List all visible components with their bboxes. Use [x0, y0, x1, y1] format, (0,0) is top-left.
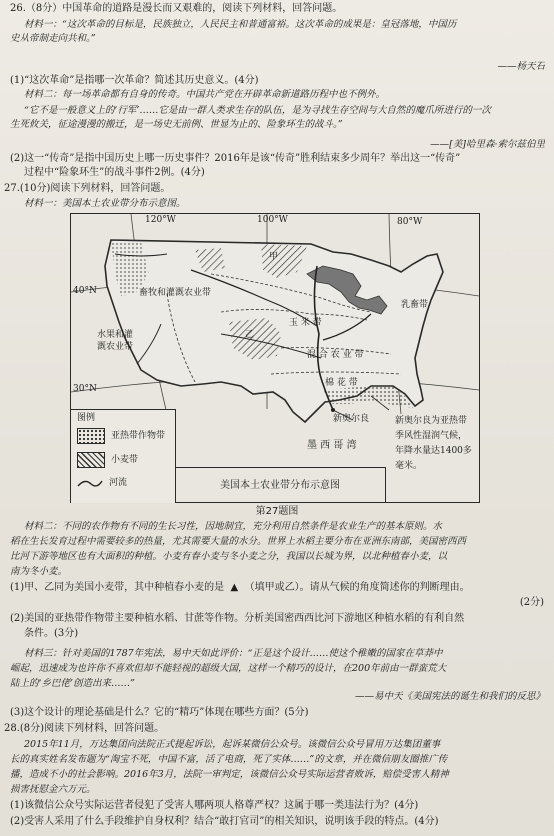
q27-subquestion-1-score: (2分) [519, 597, 544, 608]
q28-subquestion-2: (2)受害人采用了什么手段维护自身权利？结合“敢打官司”的相关知识，说明该手段的特点。(4分) [10, 816, 439, 827]
q26-material1-line2: 史从帝制走向共和。” [10, 33, 96, 44]
legend-river: 河流 [77, 476, 127, 490]
q27-header: 27.(10分)阅读下列材料，回答问题。 [4, 183, 171, 194]
label-mixed-belt: 混 合 农 业 带 [307, 350, 364, 360]
q27-material2-line3: 比河下游等地区也有大面积的种植。小麦有春小麦与冬小麦之分，我国以长城为界，以北种植春小麦，以 [10, 551, 448, 562]
q28-subquestion-1: (1)该微信公众号实际运营者侵犯了受害人哪两项人格尊严权？这属于哪一类违法行为？(4分) [10, 800, 419, 811]
label-corn-belt: 玉 米 带 [289, 318, 322, 328]
q27-material3-line2: 崛起，迅速成为也许你不喜欢但却不能轻视的超级大国，这样一个精巧的设计，在200年前由一群蛮荒大 [10, 663, 447, 674]
q26-material1-line1: 材料一：“这次革命的目标是，民族独立，人民民主和普通富裕。这次革命的成果是：皇冠落地，中国历 [24, 19, 457, 30]
q28-material-line2: 长的真实姓名发布题为“淘宝不死，中国不富，活了电商，死了实体……”的文章，并在微信朋友圈推广传 [10, 754, 448, 765]
label-gulf-of-mexico: 墨 西 哥 湾 [307, 440, 357, 451]
label-yi: 乙 [245, 330, 255, 340]
legend-title: 图例 [77, 413, 96, 423]
hatch-swatch-icon [77, 452, 105, 468]
label-cotton-belt: 棉 花 带 [325, 378, 358, 388]
q27-material3-source: ——易中天《美国宪法的诞生和我们的反思》 [354, 691, 545, 702]
q27-subquestion-2-line2: 条件。(3分) [24, 628, 79, 639]
legend-wheat: 小麦带 [77, 452, 138, 468]
q27-material3-line1: 材料三：针对美国的1787年宪法，易中天如此评价：“正是这个设计……使这个稚嫩的国家在草莽中 [24, 648, 443, 659]
dots-swatch-icon [77, 428, 105, 444]
legend-subtropical: 亚热带作物带 [77, 428, 165, 444]
label-new-orleans: 新奥尔良 [333, 414, 370, 424]
q27-subquestion-2-line1: (2)美国的亚热带作物带主要种植水稻、甘蔗等作物。分析美国密西西比河下游地区种植水稻的有利自然 [10, 613, 465, 624]
q27-material1: 材料一：美国本土农业带分布示意图。 [24, 198, 186, 209]
map-caption: 美国本土农业带分布示意图 [175, 467, 386, 503]
label-120w: 120°W [145, 215, 176, 225]
q26-subquestion-2-line1: (2)这一“传奇”是指中国历史上哪一历史事件？2016年是该“传奇”胜利结束多少周年？举出这一“传奇” [10, 153, 461, 164]
label-fruit-belt-line2: 溉农业带 [97, 342, 134, 352]
q26-material2-line1: 材料二：每一场革命都有自身的传奇。中国共产党在开辟革命新道路历程中也不例外。 [24, 89, 386, 100]
label-40n: 40°N [73, 286, 97, 296]
q26-subquestion-2-line2: 过程中“险象环生”的战斗事件2例。(4分) [24, 167, 205, 178]
map-legend [71, 409, 176, 503]
q28-material-line1: 2015年11月，万达集团向法院正式提起诉讼，起诉某微信公众号。该微信公众号冒用万达集团董事 [24, 739, 441, 750]
q26-subquestion-1: (1)“这次革命”是指哪一次革命？简述其历史意义。(4分) [10, 75, 259, 86]
figure-number: 第27题图 [255, 506, 299, 517]
label-fruit-belt-line1: 水果和灌 [97, 330, 134, 340]
label-dairy-belt: 乳畜带 [401, 300, 429, 310]
q28-material-line4: 损害抚慰金六万元。 [10, 784, 96, 795]
q27-subquestion-3: (3)这个设计的理论基础是什么？它的“精巧”体现在哪些方面？(5分) [10, 707, 309, 718]
q27-material2-line2: 稻在生长发育过程中需要较多的热量，尤其需要大量的水分。世界上水稻主要分布在亚洲东南部，美国密西西 [10, 536, 467, 547]
q28-material-line3: 播，造成不小的社会影响。2016年3月，法院一审判定，该微信公众号实际运营者败诉，赔偿受害人精神 [10, 769, 449, 780]
q26-header: 26.（8分）中国革命的道路是漫长而又艰难的，阅读下列材料，回答问题。 [10, 3, 343, 14]
us-agricultural-map [70, 213, 480, 503]
new-orleans-climate-note: 新奥尔良为亚热带季风性湿润气候，年降水量达1400多毫米。 [395, 416, 472, 471]
label-100w: 100°W [257, 215, 288, 225]
q26-material2-source: ——[美]哈里森·索尔兹伯里 [430, 139, 545, 150]
label-jia: 甲 [269, 252, 279, 262]
label-livestock-belt: 畜牧和灌溉农业带 [139, 288, 212, 298]
q26-material2-line3: 生死攸关，征途漫漫的搬迁，是一场史无前例、世显为止的、险象环生的战斗。” [10, 119, 343, 130]
label-80w: 80°W [397, 217, 423, 227]
q27-material3-line3: 陆上的‘乡巴佬’创造出来……” [10, 678, 135, 689]
label-30n: 30°N [73, 384, 97, 394]
river-line-icon [77, 476, 103, 490]
q27-material2-line4: 南为冬小麦。 [10, 566, 68, 577]
q26-material1-source: ——杨天石 [497, 61, 545, 72]
q26-material2-line2: “它不是一般意义上的‘行军’……它是由一群人类求生存的队伍，是为寻找生存空间与大自然的魔爪所进行的一次 [24, 105, 491, 116]
answer-blank-triangle-icon: ▲ [224, 582, 245, 593]
q28-header: 28.(8分)阅读下列材料，回答问题。 [4, 723, 165, 734]
q27-subquestion-1: (1)甲、乙同为美国小麦带，其中种植春小麦的是 ▲ （填甲或乙）。请从气候的角度简述你的判断理由。 [10, 582, 470, 593]
q27-material2-line1: 材料二：不同的农作物有不同的生长习性，因地制宜，充分利用自然条件是农业生产的基本原则。水 [24, 521, 443, 532]
